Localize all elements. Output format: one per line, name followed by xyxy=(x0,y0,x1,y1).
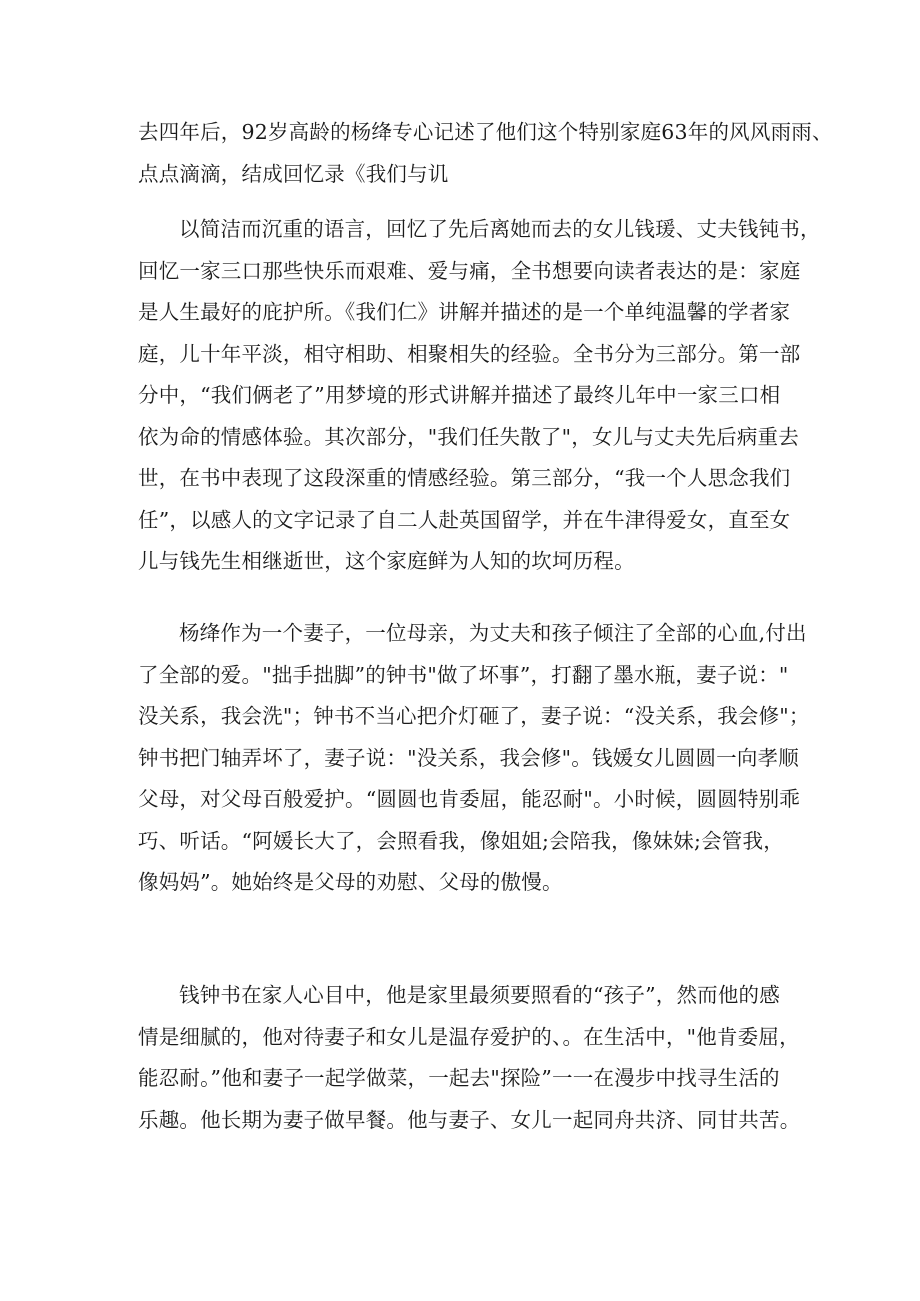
text-line: 了全部的爱。"拙手拙脚”的钟书"做了坏事”，打翻了墨水瓶，妻子说：" xyxy=(138,662,789,687)
paragraph-2 xyxy=(138,209,821,583)
paragraph-1 xyxy=(138,112,833,195)
text-line: 钟书把门轴弄坏了，妻子说："没关系，我会修"。钱媛女儿圆圆一向孝顺 xyxy=(138,745,799,770)
text-line: 钱钟书在家人心目中，他是家里最须要照看的“孩子”，然而他的感 xyxy=(179,983,780,1007)
text-line: 没关系，我会洗"；钟书不当心把介灯砸了，妻子说：“没关系，我会修"； xyxy=(138,704,810,728)
paragraph-3 xyxy=(138,613,810,904)
text-line: 情是细腻的，他对待妻子和女儿是温存爱护的、。在生活中，"他肯委屈， xyxy=(138,1024,800,1049)
text-line: 是人生最好的庇护所。《我们仁》讲解并描述的是一个单纯温馨的学者家 xyxy=(138,300,791,324)
text-line: 分中，“我们俩老了”用梦境的形式讲解并描述了最终儿年中一家三口相 xyxy=(138,383,781,407)
text-line: 点点滴滴，结成回忆录《我们与讥 xyxy=(138,161,449,186)
text-line: 能忍耐。”他和妻子一起学做菜，一起去"探险”一一在漫步中找寻生活的 xyxy=(138,1066,780,1090)
text-line: 去四年后，92岁高龄的杨绛专心记述了他们这个特别家庭63年的风风雨雨、 xyxy=(138,120,833,144)
text-line: 回忆一家三口那些快乐而艰难、爱与痛，全书想要向读者表达的是：家庭 xyxy=(138,258,801,283)
text-line: 父母，对父母百般爱护。“圆圆也肯委屈，能忍耐"。小时候，圆圆特别乖 xyxy=(138,787,801,811)
text-line: 乐趣。他长期为妻子做早餐。他与妻子、女儿一起同舟共济、同甘共苦。 xyxy=(138,1107,801,1132)
text-line: 世，在书中表现了这段深重的情感经验。第三部分，“我一个人思念我们 xyxy=(138,466,791,490)
text-line: 以简洁而沉重的语言，回忆了先后离她而去的女儿钱瑗、丈夫钱钝书， xyxy=(179,217,821,241)
text-line: 任”，以感人的文字记录了自二人赴英国留学，并在牛津得爱女，直至女 xyxy=(138,507,791,532)
text-line: 依为命的情感体验。其次部分，"我们任失散了"，女儿与丈夫先后病重去 xyxy=(138,424,799,449)
text-line: 像妈妈”。她始终是父母的劝慰、父母的傲慢。 xyxy=(138,870,563,894)
paragraph-4 xyxy=(138,975,801,1141)
text-line: 儿与钱先生相继逝世，这个家庭鲜为人知的坎坷历程。 xyxy=(138,549,635,573)
text-line: 杨绛作为一个妻子，一位母亲，为丈夫和孩子倾注了全部的心血,付出 xyxy=(179,621,807,645)
text-line: 巧、听话。“阿媛长大了，会照看我，像姐姐;会陪我，像妹妹;会管我， xyxy=(138,828,784,853)
text-line: 庭，儿十年平淡，相守相助、相聚相失的经验。全书分为三部分。第一部 xyxy=(138,341,801,366)
